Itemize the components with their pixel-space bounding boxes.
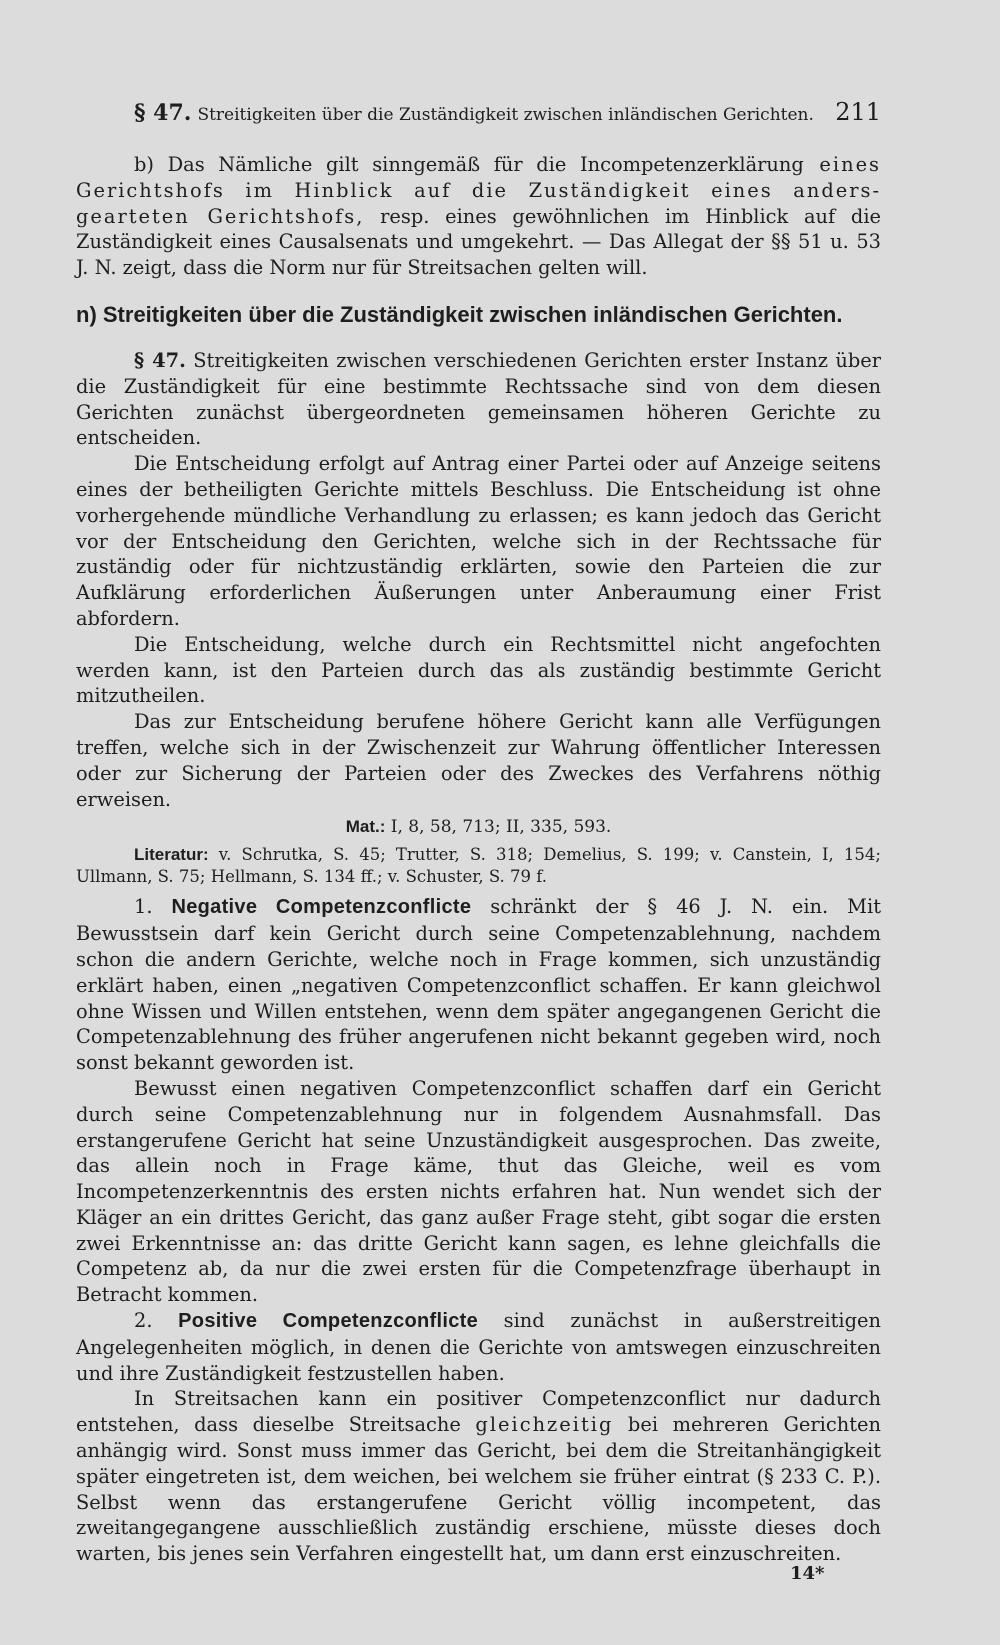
page-body (76, 152, 881, 1567)
header-section-number: § 47. (134, 100, 192, 126)
spaced-text: Gerichtshofs im Hinblick auf die Zuständigkeit eines anders- (76, 178, 881, 202)
spaced-text: eines (803, 153, 881, 176)
paragraph-47-text: Streitigkeiten zwischen verschiedenen Gerichten erster Instanz über die Zuständigkeit für eine bestimmte Rechtssache sind von dem diesen Gerichten zunächst übergeordneten gemeinsamen höheren Gerichte zu entscheiden. (76, 348, 881, 450)
note-1-continued: Bewusst einen negativen Competenzconflict schaffen darf ein Gericht durch seine Competenzablehnung nur in folgendem Ausnahmsfall. Das erstangerufene Gericht hat seine Unzuständigkeit ausgesprochen. Das zweite, das allein noch in Frage käme, thut das Gleiche, weil es vom Incompetenzerkenntnis des ersten nichts erfahren hat. Nun wendet sich der Kläger an ein drittes Gericht, das ganz außer Frage steht, gibt sogar die ersten zwei Erkenntnisse an: das dritte Gericht kann sagen, es lehne gleichfalls die Competenz ab, da nur die zwei ersten für die Competenzfrage überhaupt in Betracht kommen. (76, 1076, 881, 1307)
paragraph-47 (76, 348, 881, 451)
literature-note (76, 844, 881, 888)
materials-line (76, 814, 881, 840)
materials-text: I, 8, 58, 713; II, 335, 593. (385, 817, 612, 838)
paragraph-decision: Die Entscheidung erfolgt auf Antrag einer Partei oder auf Anzeige seitens eines der betheiligten Gerichte mittels Beschluss. Die Entscheidung ist ohne vorhergehende mündliche Verhandlung zu erlassen; es kann jedoch das Gericht vor der Entscheidung den Gerichten, welche sich in der Rechtssache für zuständig oder für nichtzuständig erklärten, sowie den Parteien die zur Aufklärung erforderlichen Äußerungen unter Anberaumung einer Frist abfordern. (76, 452, 881, 630)
section-heading: n) Streitigkeiten über die Zuständigkeit zwischen inländischen Gerichten. (76, 301, 843, 327)
note-number: 2. (134, 1309, 153, 1333)
literature-label: Literatur: (134, 845, 209, 865)
paragraph-b-rest: resp. eines gewöhnlichen im Hinblick auf die Zuständigkeit eines Causalsenats und umgekehrt. — Das Allegat der §§ 51 u. 53 J. N. zeigt, dass die Norm nur für Streitsachen gelten will. (76, 204, 882, 280)
note-title: Positive Competenzconflicte (178, 1310, 479, 1333)
paragraph-b-text: b) Das Nämliche gilt sinngemäß für die Incompetenzerklärung (134, 153, 804, 176)
literature-text: v. Schrutka, S. 45; Trutter, S. 318; Demelius, S. 199; v. Canstein, I, 154; Ullmann, S. 75; Hellmann, S. 134 ff.; v. Schuster, S. 79 f. (76, 845, 881, 887)
note-2-continued (76, 1386, 881, 1567)
note-number: 1. (134, 895, 153, 919)
note-text: schränkt der § 46 J. N. ein. Mit Bewusstsein darf kein Gericht durch seine Competenzablehnung, nachdem schon die andern Gerichte, welche noch in Frage kommen, sich unzuständig erklärt haben, einen „negativen Competenzconflict schaffen. Er kann gleichwol ohne Wissen und Willen entstehen, wenn dem später angegangenen Gericht die Competenzablehnung des früher angerufenen nicht bekannt gegeben wird, noch sonst bekannt geworden ist. (76, 895, 882, 1075)
spaced-text: gearteten Gerichtshofs, (76, 204, 365, 228)
materials-label: Mat.: (345, 817, 386, 837)
header-title: Streitigkeiten über die Zuständigkeit zwischen inländischen Gerichten. (197, 105, 814, 125)
paragraph-measures: Das zur Entscheidung berufene höhere Gericht kann alle Verfügungen treffen, welche sich in der Zwischenzeit zur Wahrung öffentlicher Interessen oder zur Sicherung der Parteien oder des Zweckes des Verfahrens nöthig erweisen. (76, 710, 881, 811)
header-left (134, 100, 814, 126)
note-2 (76, 1308, 881, 1386)
printer-signature: 14* (790, 1563, 825, 1584)
note-title: Negative Competenzconflicte (171, 896, 472, 919)
note-text: sind zunächst in außerstreitigen Angelegenheiten möglich, in denen die Gerichte von amtswegen einzuschreiten und ihre Zuständigkeit festzustellen haben. (76, 1309, 881, 1385)
paragraph-notice: Die Entscheidung, welche durch ein Rechtsmittel nicht angefochten werden kann, ist den Parteien durch das als zuständig bestimmte Gericht mitzutheilen. (76, 632, 881, 708)
note-text: In Streitsachen kann ein positiver Competenzconflict nur dadurch entstehen, dass dieselbe Streitsache (76, 1387, 881, 1437)
note-1 (76, 894, 881, 1076)
paragraph-b (76, 152, 881, 281)
page-number: 211 (835, 98, 881, 126)
spaced-text: gleichzeitig (475, 1413, 614, 1437)
section-mark: § 47. (134, 348, 186, 372)
running-header (134, 98, 881, 126)
note-text: bei mehreren Gerichten anhängig wird. Sonst muss immer das Gericht, bei dem die Streitanhängigkeit später eingetreten ist, dem weichen, bei welchem sie früher eintrat (§ 233 C. P.). Selbst wenn das erstangerufene Gericht völlig incompetent, das zweitangegangene ausschließlich zuständig erschiene, müsste dieses doch warten, bis jenes sein Verfahren eingestellt hat, um dann erst einzuschreiten. (76, 1413, 881, 1566)
